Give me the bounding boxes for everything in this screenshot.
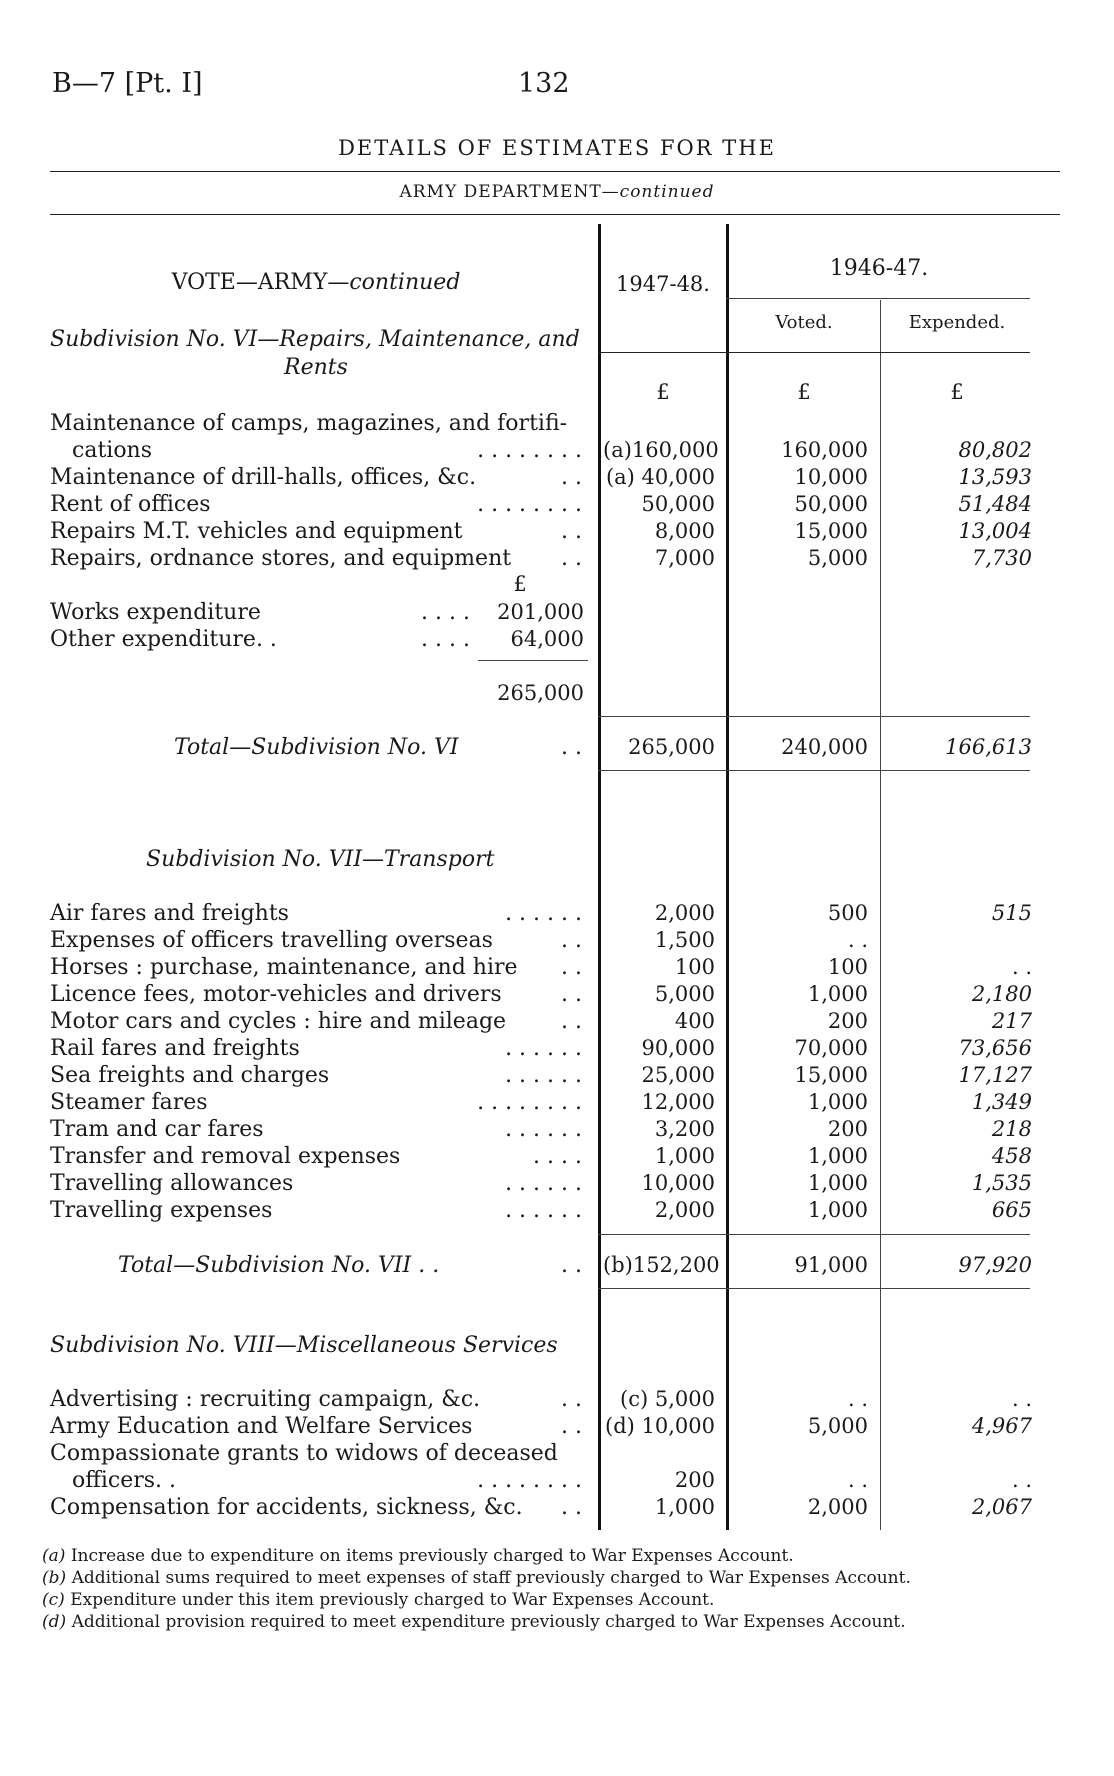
sub7-row-7-1947: 25,000 xyxy=(641,1063,715,1087)
sub6-row-3-voted: 50,000 xyxy=(794,492,868,516)
sub7-total-voted: 91,000 xyxy=(794,1253,868,1277)
year-1946-heading: 1946-47. xyxy=(829,256,929,281)
sub7-row-11: Travelling allowances . . . . . . xyxy=(50,1171,582,1196)
sub8-row-4-1947: 1,000 xyxy=(654,1495,715,1519)
sub7-total-1947: (b)152,200 xyxy=(603,1253,720,1277)
sub7-row-2-1947: 1,500 xyxy=(654,928,715,952)
voted-heading: Voted. xyxy=(775,312,833,333)
sub7-row-10-1947: 1,000 xyxy=(654,1144,715,1168)
sub8-row-4-expended: 2,067 xyxy=(971,1495,1032,1519)
sub6-total-top-rule xyxy=(598,716,1030,717)
sub6-total-expended: 166,613 xyxy=(945,735,1032,759)
pound-sign-col1: £ xyxy=(656,380,670,404)
sub7-row-12-voted: 1,000 xyxy=(807,1198,868,1222)
expended-heading: Expended. xyxy=(908,312,1006,333)
sub7-row-11-voted: 1,000 xyxy=(807,1171,868,1195)
sub7-row-12-1947: 2,000 xyxy=(654,1198,715,1222)
other-expenditure-row: Other expenditure. . . . . . xyxy=(50,627,470,652)
sub7-row-9-expended: 218 xyxy=(991,1117,1032,1141)
sub7-row-10-voted: 1,000 xyxy=(807,1144,868,1168)
sub7-total-top-rule xyxy=(598,1234,1030,1235)
sub7-row-7-expended: 17,127 xyxy=(958,1063,1032,1087)
sub6-row-5-1947: 7,000 xyxy=(654,546,715,570)
column-rule-2 xyxy=(726,224,729,1530)
subdivision-6-heading-line2: Rents xyxy=(284,355,348,380)
sub8-row-1: Advertising : recruiting campaign, &c. . . xyxy=(50,1387,582,1412)
sub7-total-label: Total—Subdivision No. VII . . . . xyxy=(118,1253,582,1278)
sub7-row-4-1947: 5,000 xyxy=(654,982,715,1006)
sub7-row-6-1947: 90,000 xyxy=(641,1036,715,1060)
year-header-rule xyxy=(726,298,1030,299)
sub7-row-7-voted: 15,000 xyxy=(794,1063,868,1087)
sub7-row-1-expended: 515 xyxy=(991,901,1032,925)
sub6-row-1: cations . . . . . . . . xyxy=(72,438,582,463)
sub7-row-9-1947: 3,200 xyxy=(654,1117,715,1141)
subdivision-6-heading: Subdivision No. VI—Repairs, Maintenance, and xyxy=(50,327,580,352)
sub7-row-1: Air fares and freights . . . . . . xyxy=(50,901,582,926)
table-top-rule xyxy=(50,214,1060,215)
sub6-row-1-voted: 160,000 xyxy=(781,438,868,462)
sub6-row-4-voted: 15,000 xyxy=(794,519,868,543)
sub7-row-8-voted: 1,000 xyxy=(807,1090,868,1114)
sub7-row-4-voted: 1,000 xyxy=(807,982,868,1006)
sub8-row-1-expended: . . xyxy=(1011,1387,1032,1411)
subdivision-7-heading: Subdivision No. VII—Transport xyxy=(146,847,495,872)
sub7-row-12: Travelling expenses . . . . . . xyxy=(50,1198,582,1223)
sub8-row-3-line1: Compassionate grants to widows of deceased xyxy=(50,1441,558,1466)
inner-total-amount: 265,000 xyxy=(497,681,584,705)
sub8-row-1-voted: . . xyxy=(847,1387,868,1411)
sub7-row-3: Horses : purchase, maintenance, and hire . . xyxy=(50,955,582,980)
sub7-row-1-voted: 500 xyxy=(827,901,868,925)
sub7-row-8: Steamer fares . . . . . . . . xyxy=(50,1090,582,1115)
title-rule xyxy=(50,171,1060,172)
sub6-row-2: Maintenance of drill-halls, offices, &c. . . xyxy=(50,465,582,490)
sub7-row-8-1947: 12,000 xyxy=(641,1090,715,1114)
sub7-row-9: Tram and car fares . . . . . . xyxy=(50,1117,582,1142)
sub7-row-5-1947: 400 xyxy=(674,1009,715,1033)
sub7-row-11-1947: 10,000 xyxy=(641,1171,715,1195)
footnote-b: (b) Additional sums required to meet expenses of staff previously charged to War Expenses Account. xyxy=(42,1568,911,1588)
column-rule-1 xyxy=(598,224,601,1530)
inner-pound-sign: £ xyxy=(513,572,527,596)
sub6-total-voted: 240,000 xyxy=(781,735,868,759)
sub7-row-10: Transfer and removal expenses . . . . xyxy=(50,1144,582,1169)
subdivision-8-heading: Subdivision No. VIII—Miscellaneous Services xyxy=(50,1333,558,1358)
sub7-row-5: Motor cars and cycles : hire and mileage . . xyxy=(50,1009,582,1034)
sub8-row-4: Compensation for accidents, sickness, &c. . . xyxy=(50,1495,582,1520)
sub6-row-3: Rent of offices . . . . . . . . xyxy=(50,492,582,517)
sub8-row-2-voted: 5,000 xyxy=(807,1414,868,1438)
sub7-row-5-expended: 217 xyxy=(991,1009,1032,1033)
sub7-row-3-voted: 100 xyxy=(827,955,868,979)
sub7-row-8-expended: 1,349 xyxy=(971,1090,1032,1114)
sub6-row-5-expended: 7,730 xyxy=(971,546,1032,570)
pound-sign-col2: £ xyxy=(797,380,811,404)
sub7-row-11-expended: 1,535 xyxy=(971,1171,1032,1195)
sub8-row-2: Army Education and Welfare Services . . xyxy=(50,1414,582,1439)
sub7-row-6-expended: 73,656 xyxy=(958,1036,1032,1060)
sub6-row-2-expended: 13,593 xyxy=(958,465,1032,489)
column-rule-3 xyxy=(880,300,881,1530)
works-expenditure-row: Works expenditure . . . . xyxy=(50,600,470,625)
sub7-row-10-expended: 458 xyxy=(991,1144,1032,1168)
sub6-row-5: Repairs, ordnance stores, and equipment . . xyxy=(50,546,582,571)
sub7-row-3-expended: . . xyxy=(1011,955,1032,979)
sub7-row-6-voted: 70,000 xyxy=(794,1036,868,1060)
sub8-row-1-1947: (c) 5,000 xyxy=(620,1387,715,1411)
sub7-total-expended: 97,920 xyxy=(958,1253,1032,1277)
footnote-d: (d) Additional provision required to meet expenditure previously charged to War Expenses Account. xyxy=(42,1612,906,1632)
sub8-row-3-1947: 200 xyxy=(674,1468,715,1492)
sub8-row-3-voted: . . xyxy=(847,1468,868,1492)
sub6-row-5-voted: 5,000 xyxy=(807,546,868,570)
sub8-row-2-expended: 4,967 xyxy=(971,1414,1032,1438)
sub6-total-label: Total—Subdivision No. VI . . xyxy=(174,735,582,760)
sub7-row-3-1947: 100 xyxy=(674,955,715,979)
sub8-row-4-voted: 2,000 xyxy=(807,1495,868,1519)
sub6-row-2-1947: (a) 40,000 xyxy=(605,465,715,489)
sub8-row-2-1947: (d) 10,000 xyxy=(605,1414,715,1438)
sub7-row-5-voted: 200 xyxy=(827,1009,868,1033)
sub6-total-bottom-rule xyxy=(598,770,1030,771)
sub6-row-4-expended: 13,004 xyxy=(958,519,1032,543)
sub6-row-1-expended: 80,802 xyxy=(958,438,1032,462)
sub6-row-1-line1: Maintenance of camps, magazines, and fortifi- xyxy=(50,411,568,436)
year-1947-heading: 1947-48. xyxy=(616,272,710,296)
sub6-row-1-1947: (a)160,000 xyxy=(603,438,719,462)
sub6-row-2-voted: 10,000 xyxy=(794,465,868,489)
pound-sign-col3: £ xyxy=(950,380,964,404)
document-reference: B—7 [Pt. I] xyxy=(52,68,203,99)
sub6-row-3-1947: 50,000 xyxy=(641,492,715,516)
sub7-row-1-1947: 2,000 xyxy=(654,901,715,925)
inner-total-rule xyxy=(478,660,588,661)
sub7-row-7: Sea freights and charges . . . . . . xyxy=(50,1063,582,1088)
vote-heading: VOTE—ARMY—continued xyxy=(171,270,461,295)
sub6-row-4: Repairs M.T. vehicles and equipment . . xyxy=(50,519,582,544)
footnote-a: (a) Increase due to expenditure on items previously charged to War Expenses Account. xyxy=(42,1546,794,1566)
column-header-rule xyxy=(598,352,1030,353)
sub7-row-12-expended: 665 xyxy=(991,1198,1032,1222)
sub6-row-4-1947: 8,000 xyxy=(654,519,715,543)
sub7-row-4: Licence fees, motor-vehicles and drivers . . xyxy=(50,982,582,1007)
sub6-row-3-expended: 51,484 xyxy=(958,492,1032,516)
other-expenditure-amount: 64,000 xyxy=(510,627,584,651)
sub8-row-3-expended: . . xyxy=(1011,1468,1032,1492)
footnote-c: (c) Expenditure under this item previously charged to War Expenses Account. xyxy=(42,1590,715,1610)
works-expenditure-amount: 201,000 xyxy=(497,600,584,624)
sub7-row-9-voted: 200 xyxy=(827,1117,868,1141)
page-title: DETAILS OF ESTIMATES FOR THE xyxy=(338,136,776,160)
sub7-total-bottom-rule xyxy=(598,1288,1030,1289)
sub7-row-4-expended: 2,180 xyxy=(971,982,1032,1006)
sub7-row-6: Rail fares and freights . . . . . . xyxy=(50,1036,582,1061)
page-number: 132 xyxy=(518,68,570,99)
sub8-row-3: officers. . . . . . . . . . xyxy=(72,1468,582,1493)
sub6-total-1947: 265,000 xyxy=(628,735,715,759)
sub7-row-2-voted: . . xyxy=(847,928,868,952)
page-subtitle: ARMY DEPARTMENT—continued xyxy=(399,182,715,202)
sub7-row-2: Expenses of officers travelling overseas . . xyxy=(50,928,582,953)
